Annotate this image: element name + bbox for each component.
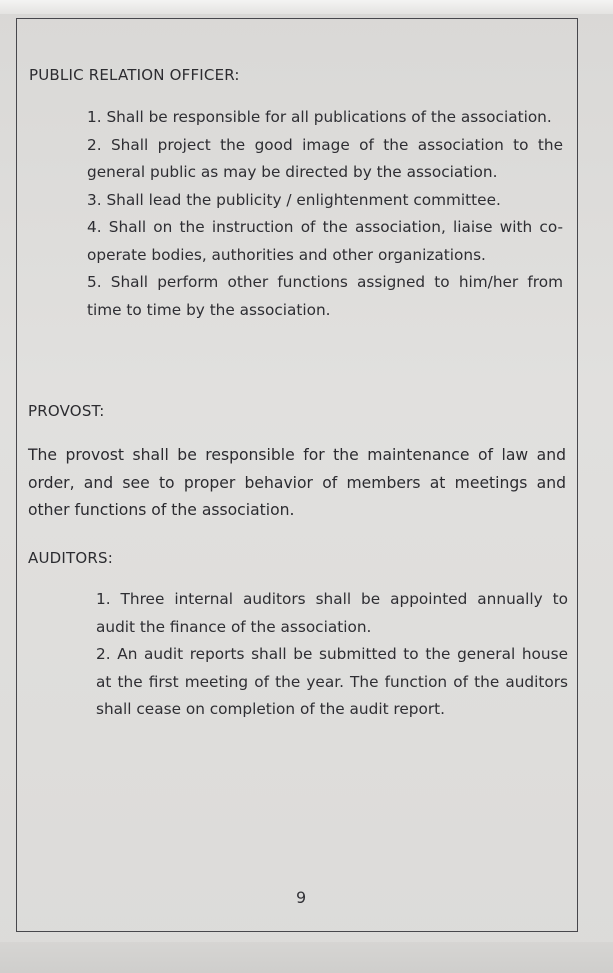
pro-duty-4: 4. Shall on the instruction of the association, liaise with co-operate bodies, authorities and other organizations. <box>87 218 563 264</box>
provost-heading: PROVOST: <box>28 402 105 420</box>
pro-duty-2: 2. Shall project the good image of the association to the general public as may be directed by the association. <box>87 135 563 181</box>
auditors-item-1: 1. Three internal auditors shall be appointed annually to audit the finance of the association. <box>96 590 568 636</box>
pro-duty-5: 5. Shall perform other functions assigned to him/her from time to time by the association. <box>87 273 563 319</box>
provost-paragraph: The provost shall be responsible for the maintenance of law and order, and see to proper behavior of members at meetings and other functions of the association. <box>28 446 566 520</box>
page-bottom-edge <box>0 942 613 973</box>
pro-duty-1: 1. Shall be responsible for all publications of the association. <box>87 108 552 126</box>
page-top-edge <box>0 0 613 14</box>
page-number: 9 <box>296 888 307 907</box>
auditors-heading: AUDITORS: <box>28 549 113 567</box>
pro-duties-list <box>87 104 563 324</box>
auditors-item-2: 2. An audit reports shall be submitted to the general house at the first meeting of the year. The function of the auditors shall cease on completion of the audit report. <box>96 645 568 718</box>
pro-duty-3: 3. Shall lead the publicity / enlightenment committee. <box>87 190 501 209</box>
auditors-list <box>96 586 568 724</box>
pro-heading: PUBLIC RELATION OFFICER: <box>29 66 240 84</box>
